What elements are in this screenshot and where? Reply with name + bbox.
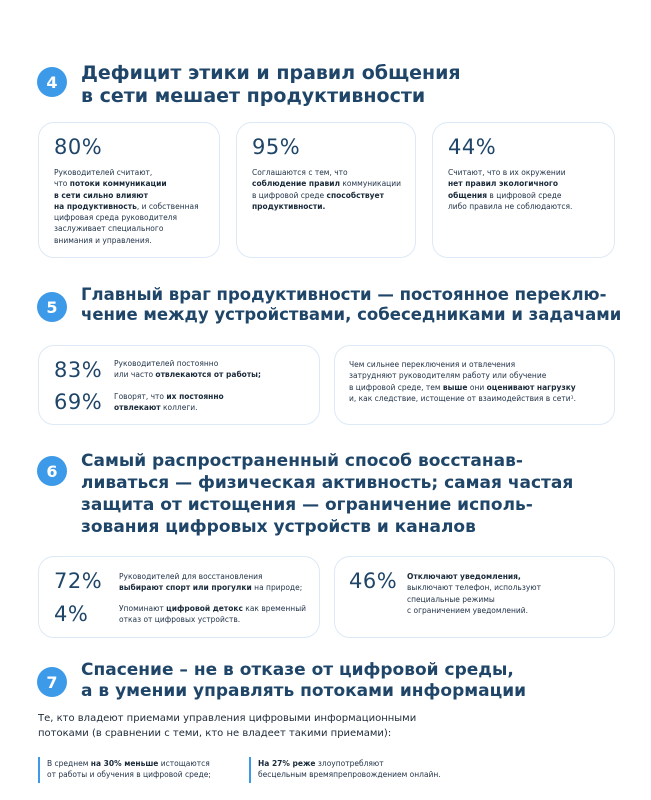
section-6-number: 6 <box>46 461 58 481</box>
emphasis-text: отвлекаются от работы; <box>155 370 261 380</box>
body-text: в цифровой среде <box>487 190 562 200</box>
text-line <box>448 178 572 189</box>
stat-description <box>114 358 261 381</box>
stat-description <box>448 167 572 212</box>
emphasis-text: отвлекают <box>114 403 161 413</box>
stat-percent: 46% <box>349 569 398 593</box>
body-text: с ограничением уведомлений. <box>407 605 528 615</box>
body-text: в цифровой среде, тем <box>349 382 443 392</box>
text-line <box>407 605 541 616</box>
section-4-number: 4 <box>46 72 58 92</box>
text-line <box>252 178 401 189</box>
text-line <box>349 382 576 393</box>
intro-line: потоками (в сравнении с теми, кто не владеет такими приемами): <box>38 728 392 739</box>
text-line <box>54 235 199 246</box>
section-6-title-line: зования цифровых устройств и каналов <box>81 517 476 538</box>
text-line <box>114 402 224 413</box>
fact-accent-bar <box>38 757 40 783</box>
body-text: внимания и управления. <box>54 235 152 245</box>
text-line <box>119 582 302 593</box>
emphasis-text: выбирают спорт или прогулки <box>119 583 252 593</box>
body-text: на природе; <box>251 583 303 593</box>
text-line <box>407 594 541 605</box>
body-text: отказ от цифровых устройств. <box>119 615 241 625</box>
emphasis-text: цифровой детокс <box>166 604 243 613</box>
emphasis-text: нет правил экологичного <box>448 179 559 189</box>
section-5-title-line: Главный враг продуктивности — постоянное переклю- <box>81 285 607 304</box>
section-7-title-line: Спасение – не в отказе от цифровой среды, <box>81 660 514 680</box>
fact-online-abuse <box>258 758 441 781</box>
section-6-number-badge <box>37 456 67 486</box>
stat-percent: 80% <box>54 135 103 159</box>
text-line <box>119 614 306 625</box>
fact-exhaustion <box>47 758 211 781</box>
emphasis-text: На 27% реже <box>258 759 316 768</box>
text-line <box>54 212 199 223</box>
text-line <box>349 393 576 404</box>
text-line <box>448 190 572 201</box>
text-line <box>47 769 211 780</box>
body-text: выключают телефон, используют <box>407 583 541 593</box>
body-text: Руководителей для восстановления <box>119 572 263 581</box>
text-line <box>54 201 199 212</box>
body-text: затрудняют руководителям работу или обучение <box>349 371 547 381</box>
body-text: что <box>54 179 70 189</box>
text-line <box>54 167 199 178</box>
notification-stats-card <box>334 556 615 638</box>
distraction-stats-card <box>38 345 320 425</box>
emphasis-text: в сети сильно влияют <box>54 190 148 200</box>
text-line <box>349 359 576 370</box>
section-4-title-line: в сети мешает продуктивности <box>81 84 426 107</box>
section-4-title-line: Дефицит этики и правил общения <box>81 62 461 84</box>
emphasis-text: способствует <box>326 190 384 200</box>
body-text: Руководителей постоянно <box>114 359 219 368</box>
stat-description <box>114 391 224 414</box>
section-7-number: 7 <box>46 672 58 692</box>
text-line <box>252 167 401 178</box>
body-text: Упоминают <box>119 604 167 613</box>
body-text: и, как следствие, истощение от взаимодействия в сети¹. <box>349 393 576 403</box>
correlation-text <box>349 359 576 404</box>
section-7-title <box>81 660 526 703</box>
body-text: в цифровой среде <box>252 190 327 200</box>
text-line <box>252 190 401 201</box>
section-6-title <box>81 450 573 538</box>
stat-percent: 95% <box>252 135 301 159</box>
body-text: заслуживает специального <box>54 224 164 234</box>
stat-description <box>119 571 302 594</box>
body-text: коммуникации <box>340 179 402 189</box>
body-text: истощаются <box>158 759 210 768</box>
text-line <box>448 167 572 178</box>
section-7-number-badge <box>37 667 67 697</box>
stat-percent: 69% <box>54 390 103 414</box>
body-text: , и собственная <box>136 201 199 211</box>
body-text: или часто <box>114 370 156 380</box>
emphasis-text: их постоянно <box>166 392 224 401</box>
emphasis-text: общения <box>448 190 488 200</box>
emphasis-text: оценивают нагрузку <box>486 382 576 392</box>
stat-percent: 44% <box>448 135 497 159</box>
text-line <box>114 358 261 369</box>
emphasis-text: выше <box>442 382 468 392</box>
load-correlation-card <box>334 345 615 425</box>
section-7-intro <box>38 711 416 741</box>
text-line <box>252 201 401 212</box>
section-6-title-line: Самый распространенный способ восстанав- <box>81 451 523 471</box>
section-4-number-badge <box>37 67 67 97</box>
text-line <box>349 370 576 381</box>
body-text: Говорят, что <box>114 392 167 401</box>
body-text: злоупотребляют <box>315 759 384 768</box>
stat-percent: 4% <box>54 602 89 626</box>
text-line <box>258 758 441 769</box>
emphasis-text: потоки коммуникации <box>69 179 167 189</box>
emphasis-text: Отключают уведомления, <box>407 572 521 581</box>
section-5-title <box>81 285 621 325</box>
text-line <box>114 391 224 402</box>
section-5-number: 5 <box>46 297 58 317</box>
emphasis-text: соблюдение правил <box>252 179 341 189</box>
body-text: Чем сильнее переключения и отвлечения <box>349 360 516 369</box>
body-text: как временный <box>242 604 307 613</box>
text-line <box>119 571 302 582</box>
emphasis-text: продуктивности. <box>252 201 326 211</box>
text-line <box>114 369 261 380</box>
section-6-title-line: защита от истощения — ограничение исполь- <box>81 495 533 516</box>
stat-card-44 <box>432 122 615 258</box>
stat-card-95 <box>236 122 416 258</box>
body-text: коллеги. <box>160 403 198 413</box>
body-text: либо правила не соблюдаются. <box>448 201 573 211</box>
body-text: В среднем <box>47 759 91 768</box>
body-text: они <box>467 382 487 392</box>
section-7-title-line: а в умении управлять потоками информации <box>81 681 527 702</box>
section-5-title-line: чение между устройствами, собеседниками и задачами <box>81 304 622 324</box>
text-line <box>448 201 572 212</box>
stat-description <box>252 167 401 212</box>
intro-line: Те, кто владеют приемами управления цифровыми информационными <box>38 713 417 724</box>
recovery-stats-card <box>38 556 320 638</box>
text-line <box>258 769 441 780</box>
text-line <box>119 603 306 614</box>
stat-description <box>54 167 199 246</box>
body-text: специальные режимы <box>407 594 495 604</box>
body-text: Соглашаются с тем, что <box>252 168 348 177</box>
text-line <box>54 178 199 189</box>
fact-accent-bar <box>249 757 251 783</box>
stat-description <box>119 603 306 626</box>
body-text: Считают, что в их окружении <box>448 168 566 177</box>
emphasis-text: на 30% меньше <box>90 759 159 768</box>
stat-description <box>407 571 541 616</box>
stat-percent: 72% <box>54 569 103 593</box>
text-line <box>54 190 199 201</box>
text-line <box>407 582 541 593</box>
text-line <box>407 571 541 582</box>
stat-card-80 <box>38 122 220 258</box>
section-4-title <box>81 62 461 108</box>
body-text: бесцельным времяпрепровождением онлайн. <box>258 770 441 780</box>
body-text: от работы и обучения в цифровой среде; <box>47 770 211 780</box>
text-line <box>54 223 199 234</box>
section-5-number-badge <box>37 292 67 322</box>
stat-percent: 83% <box>54 358 103 382</box>
section-6-title-line: ливаться — физическая активность; самая частая <box>81 473 574 494</box>
text-line <box>47 758 211 769</box>
body-text: Руководителей считают, <box>54 168 153 177</box>
emphasis-text: на продуктивность <box>54 201 137 211</box>
body-text: цифровая среда руководителя <box>54 213 177 222</box>
